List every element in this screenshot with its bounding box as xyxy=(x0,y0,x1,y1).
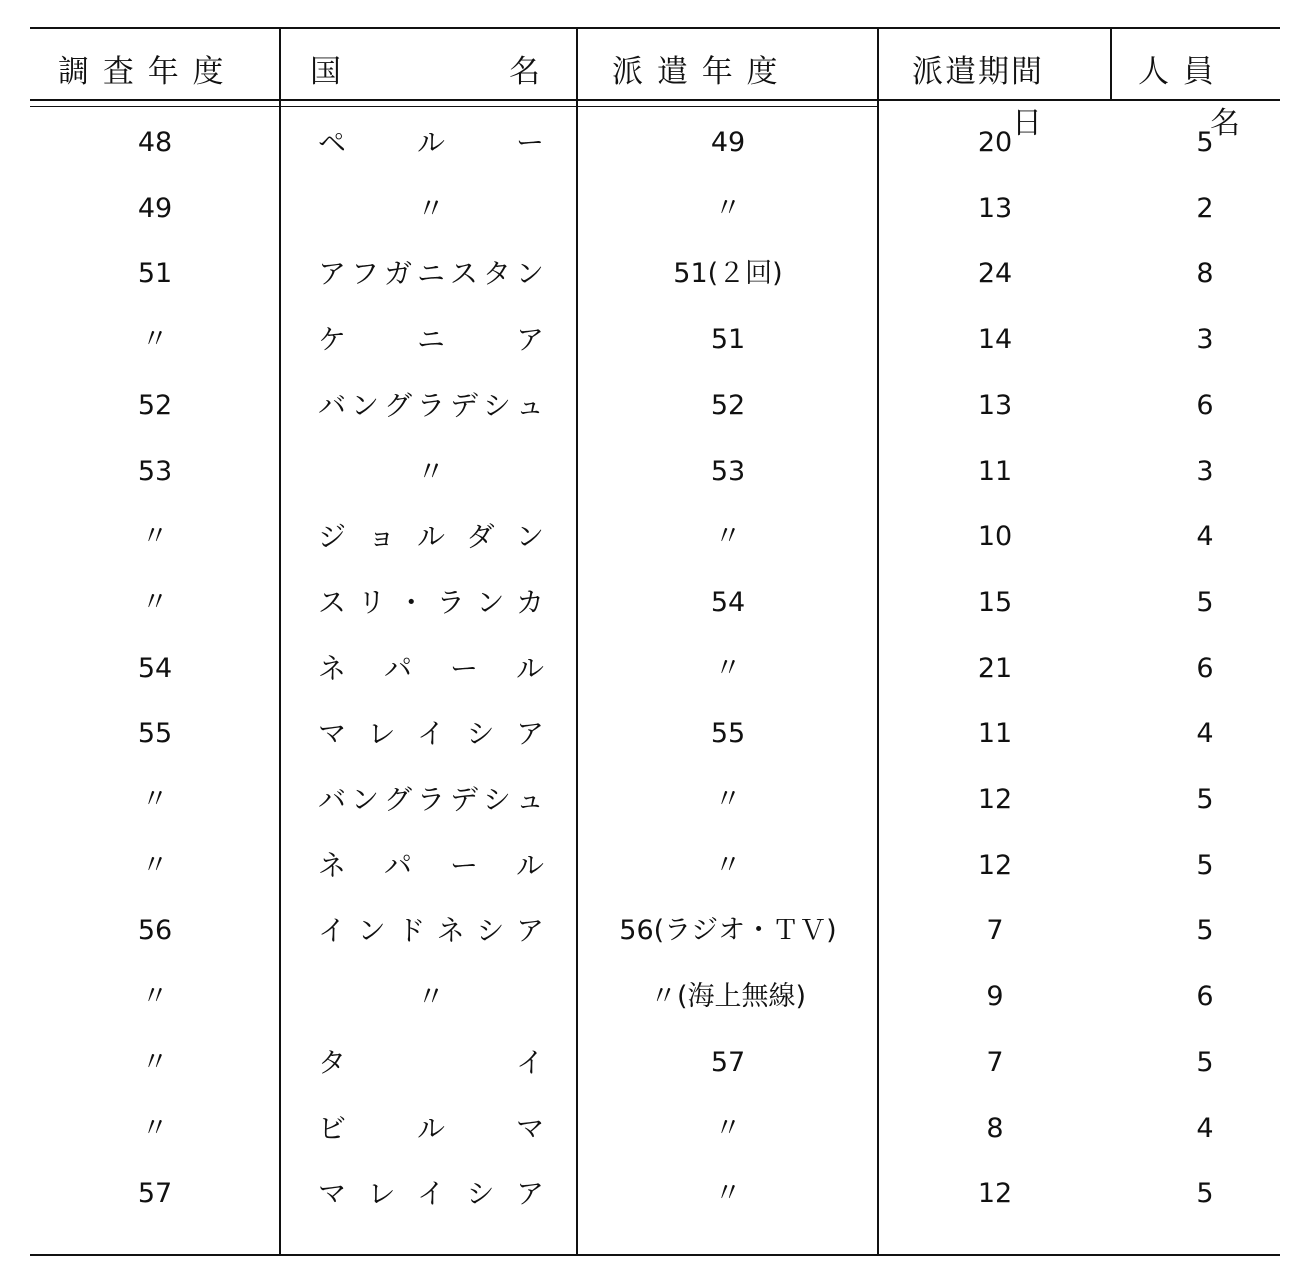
country-char: ン xyxy=(476,586,505,619)
dispatch-days-cell: 10 xyxy=(977,521,1013,552)
dispatch-days-cell: 20 xyxy=(977,127,1013,158)
staff-count-cell: 5 xyxy=(1196,127,1214,158)
country-char: ル xyxy=(515,849,544,882)
staff-count-cell: 4 xyxy=(1196,1113,1214,1144)
country-char: ガ xyxy=(383,257,412,290)
staff-count-cell: 5 xyxy=(1196,915,1214,946)
country-char: イ xyxy=(318,914,347,947)
country-cell xyxy=(318,1179,544,1209)
country-char: イ xyxy=(515,1046,544,1079)
header-survey-year: 調 査 年 度 xyxy=(58,53,226,90)
country-char: ダ xyxy=(466,520,495,553)
dispatch-year-cell: 〃 xyxy=(714,1178,742,1209)
country-char: ド xyxy=(397,914,426,947)
dispatch-days-cell: 7 xyxy=(986,1047,1004,1078)
staff-count-cell: 3 xyxy=(1196,324,1214,355)
survey-year-cell: 54 xyxy=(137,653,173,684)
header-dispatch-year: 派 遣 年 度 xyxy=(612,53,780,90)
country-cell xyxy=(318,1048,544,1078)
dispatch-days-cell: 24 xyxy=(977,258,1013,289)
staff-count-cell: 2 xyxy=(1196,193,1214,224)
survey-year-cell: 53 xyxy=(137,456,173,487)
country-cell xyxy=(318,259,544,289)
country-char: ア xyxy=(515,717,544,750)
country-char: タ xyxy=(318,1046,347,1079)
country-cell xyxy=(318,1114,544,1144)
country-char: ル xyxy=(416,1112,445,1145)
dispatch-days-cell: 11 xyxy=(977,456,1013,487)
header-country-left: 国 xyxy=(310,53,343,90)
dispatch-year-cell: 〃 xyxy=(714,193,742,224)
country-cell xyxy=(318,522,544,552)
column-divider xyxy=(1110,29,1112,101)
country-char: シ xyxy=(482,389,511,422)
dispatch-year-cell: 〃 xyxy=(714,850,742,881)
column-divider xyxy=(279,29,281,1255)
country-char: リ xyxy=(357,586,386,619)
country-char: レ xyxy=(367,717,396,750)
country-cell xyxy=(318,785,544,815)
header-rule xyxy=(30,99,1280,101)
survey-year-cell: 49 xyxy=(137,193,173,224)
country-char: グ xyxy=(383,783,412,816)
survey-year-cell: 57 xyxy=(137,1178,173,1209)
country-char: マ xyxy=(318,1177,347,1210)
header-rule-2 xyxy=(30,106,878,107)
survey-year-cell: 〃 xyxy=(141,981,169,1012)
country-char: マ xyxy=(515,1112,544,1145)
dispatch-year-cell: 49 xyxy=(710,127,746,158)
survey-year-cell: 〃 xyxy=(141,784,169,815)
country-char: ジ xyxy=(318,520,347,553)
country-cell xyxy=(318,851,544,881)
country-char: ネ xyxy=(436,914,465,947)
survey-year-cell: 〃 xyxy=(141,1047,169,1078)
country-char: シ xyxy=(466,717,495,750)
country-char: ュ xyxy=(515,783,544,816)
country-char: グ xyxy=(383,389,412,422)
country-cell xyxy=(318,654,544,684)
dispatch-days-cell: 11 xyxy=(977,718,1013,749)
header-staff: 人 員 xyxy=(1138,53,1216,90)
country-cell: 〃 xyxy=(416,980,445,1013)
dispatch-days-cell: 14 xyxy=(977,324,1013,355)
survey-year-cell: 55 xyxy=(137,718,173,749)
dispatch-year-cell: 57 xyxy=(710,1047,746,1078)
country-char: シ xyxy=(476,914,505,947)
staff-count-cell: 6 xyxy=(1196,653,1214,684)
country-char: パ xyxy=(383,849,412,882)
dispatch-days-cell: 12 xyxy=(977,1178,1013,1209)
top-rule xyxy=(30,27,1280,29)
country-char: ア xyxy=(515,914,544,947)
dispatch-year-cell: 〃 xyxy=(714,784,742,815)
country-char: ア xyxy=(318,257,347,290)
staff-count-cell: 6 xyxy=(1196,390,1214,421)
country-char: ペ xyxy=(318,126,347,159)
staff-count-cell: 5 xyxy=(1196,784,1214,815)
country-char: ン xyxy=(350,389,379,422)
country-char: ス xyxy=(449,257,478,290)
dispatch-days-cell: 12 xyxy=(977,784,1013,815)
staff-count-cell: 8 xyxy=(1196,258,1214,289)
unit-days: 日 xyxy=(1012,106,1042,141)
survey-year-cell: 〃 xyxy=(141,1113,169,1144)
country-char: シ xyxy=(466,1177,495,1210)
dispatch-days-cell: 13 xyxy=(977,390,1013,421)
bottom-rule xyxy=(30,1254,1280,1256)
header-dispatch-period: 派遣期間 xyxy=(912,53,1044,90)
dispatch-year-cell: 〃 xyxy=(714,653,742,684)
country-cell xyxy=(318,391,544,421)
country-char: バ xyxy=(318,389,347,422)
survey-year-cell: 〃 xyxy=(141,850,169,881)
dispatch-year-cell: 55 xyxy=(710,718,746,749)
survey-year-cell: 52 xyxy=(137,390,173,421)
country-char: ョ xyxy=(367,520,396,553)
country-char: ラ xyxy=(416,783,445,816)
header-country-right: 名 xyxy=(509,53,542,90)
country-char: シ xyxy=(482,783,511,816)
country-char: ラ xyxy=(416,389,445,422)
country-char: ア xyxy=(515,323,544,356)
dispatch-year-cell: 51 xyxy=(710,324,746,355)
country-char: ・ xyxy=(397,586,426,619)
country-char: カ xyxy=(515,586,544,619)
country-char: フ xyxy=(350,257,379,290)
country-cell xyxy=(318,325,544,355)
dispatch-year-cell: 52 xyxy=(710,390,746,421)
country-char: ル xyxy=(416,126,445,159)
country-char: タ xyxy=(482,257,511,290)
staff-count-cell: 4 xyxy=(1196,718,1214,749)
dispatch-year-cell: 51(２回) xyxy=(673,258,783,289)
country-char: ニ xyxy=(416,323,445,356)
country-char: ネ xyxy=(318,652,347,685)
dispatch-days-cell: 9 xyxy=(986,981,1004,1012)
country-char: ビ xyxy=(318,1112,347,1145)
survey-year-cell: 〃 xyxy=(141,324,169,355)
country-char: ン xyxy=(515,520,544,553)
staff-count-cell: 5 xyxy=(1196,1178,1214,1209)
country-char: ー xyxy=(449,849,478,882)
country-char: パ xyxy=(383,652,412,685)
staff-count-cell: 5 xyxy=(1196,850,1214,881)
country-char: バ xyxy=(318,783,347,816)
country-char: デ xyxy=(449,389,478,422)
country-char: イ xyxy=(416,717,445,750)
dispatch-year-cell: 54 xyxy=(710,587,746,618)
column-divider xyxy=(576,29,578,1255)
country-cell xyxy=(318,128,544,158)
dispatch-days-cell: 8 xyxy=(986,1113,1004,1144)
country-char: マ xyxy=(318,717,347,750)
dispatch-year-cell: 〃 xyxy=(714,521,742,552)
country-cell xyxy=(318,916,544,946)
country-char: イ xyxy=(416,1177,445,1210)
staff-count-cell: 3 xyxy=(1196,456,1214,487)
survey-year-cell: 〃 xyxy=(141,587,169,618)
country-cell xyxy=(318,588,544,618)
country-char: ン xyxy=(350,783,379,816)
dispatch-days-cell: 12 xyxy=(977,850,1013,881)
country-char: ア xyxy=(515,1177,544,1210)
dispatch-year-cell: 〃 xyxy=(714,1113,742,1144)
country-char: ル xyxy=(515,652,544,685)
dispatch-year-cell: 56(ラジオ・ＴＶ) xyxy=(619,915,837,946)
unit-people: 名 xyxy=(1210,106,1240,141)
dispatch-days-cell: 13 xyxy=(977,193,1013,224)
staff-count-cell: 5 xyxy=(1196,1047,1214,1078)
dispatch-days-cell: 21 xyxy=(977,653,1013,684)
country-char: ル xyxy=(416,520,445,553)
country-char: ス xyxy=(318,586,347,619)
dispatch-year-cell: 53 xyxy=(710,456,746,487)
dispatch-days-cell: 7 xyxy=(986,915,1004,946)
country-char: ュ xyxy=(515,389,544,422)
staff-count-cell: 6 xyxy=(1196,981,1214,1012)
column-divider xyxy=(877,29,879,1255)
country-char: ン xyxy=(357,914,386,947)
country-char: ー xyxy=(449,652,478,685)
survey-year-cell: 48 xyxy=(137,127,173,158)
survey-year-cell: 51 xyxy=(137,258,173,289)
country-cell: 〃 xyxy=(416,455,445,488)
survey-year-cell: 〃 xyxy=(141,521,169,552)
country-char: ラ xyxy=(436,586,465,619)
staff-count-cell: 4 xyxy=(1196,521,1214,552)
dispatch-days-cell: 15 xyxy=(977,587,1013,618)
country-char: レ xyxy=(367,1177,396,1210)
country-char: ニ xyxy=(416,257,445,290)
country-char: ン xyxy=(515,257,544,290)
country-char: ー xyxy=(515,126,544,159)
country-cell: 〃 xyxy=(416,192,445,225)
staff-count-cell: 5 xyxy=(1196,587,1214,618)
country-char: ネ xyxy=(318,849,347,882)
country-char: ケ xyxy=(318,323,347,356)
country-cell xyxy=(318,719,544,749)
country-char: デ xyxy=(449,783,478,816)
survey-year-cell: 56 xyxy=(137,915,173,946)
dispatch-year-cell: 〃(海上無線) xyxy=(649,981,807,1012)
header-country xyxy=(310,40,542,96)
